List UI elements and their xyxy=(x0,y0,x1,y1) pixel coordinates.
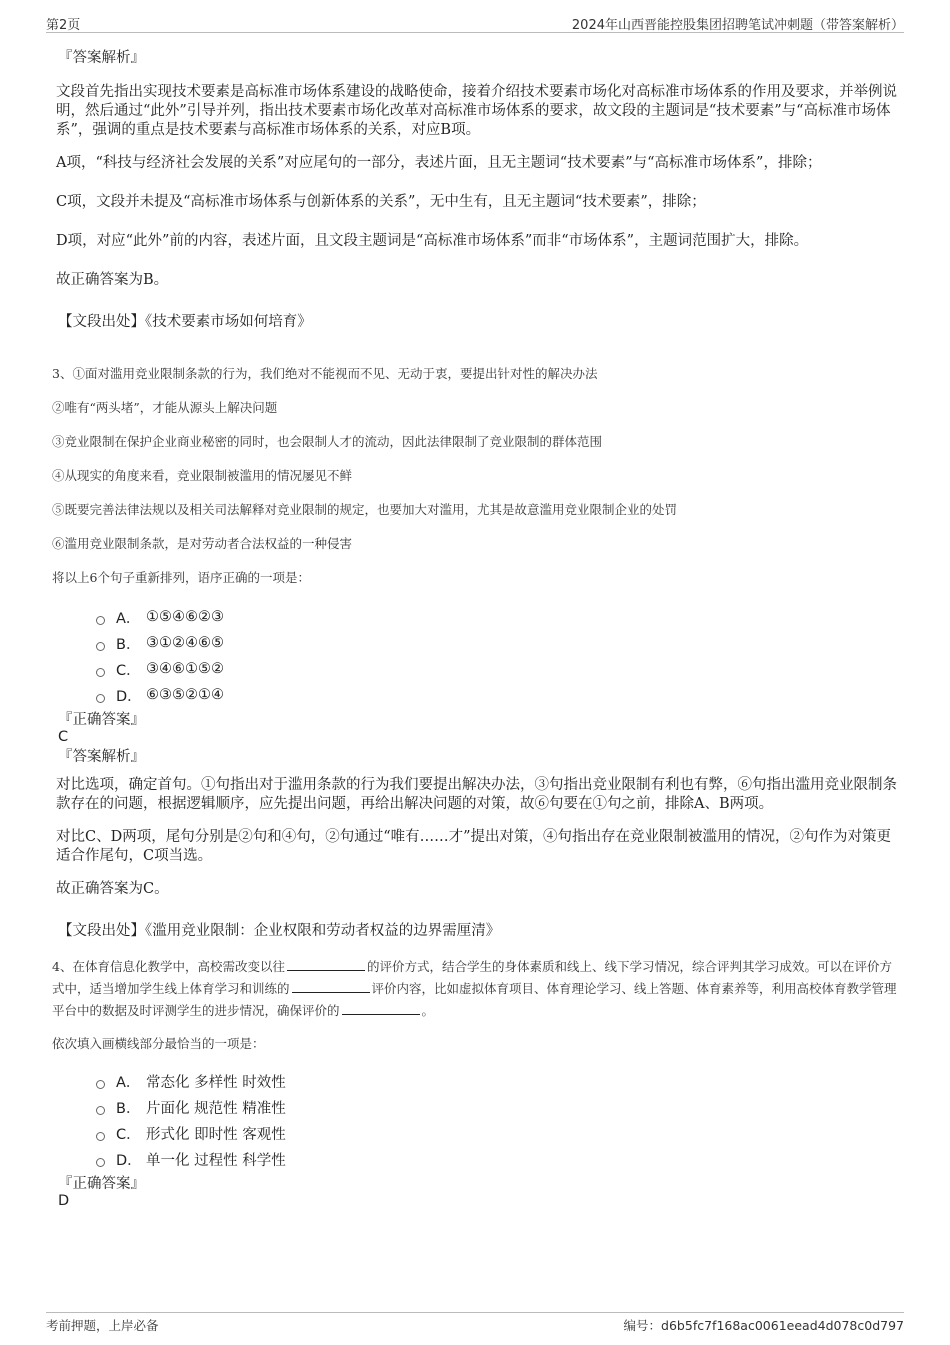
page-content xyxy=(52,44,898,1209)
fill-blank-3 xyxy=(342,1003,420,1015)
q2-source: 【文段出处】《技术要素市场如何培育》 xyxy=(58,314,312,330)
q3-option-b[interactable]: B． ③①②④⑥⑤ xyxy=(96,630,898,656)
q4-option-b[interactable]: B． 片面化 规范性 精准性 xyxy=(96,1094,898,1120)
page-footer xyxy=(46,1312,904,1335)
q3-answer: C xyxy=(58,729,69,745)
fill-blank-1 xyxy=(287,959,365,971)
q3-option-c[interactable]: C． ③④⑥①⑤② xyxy=(96,656,898,682)
fill-blank-2 xyxy=(292,981,370,993)
q3-answer-conclusion: 故正确答案为C。 xyxy=(56,881,169,897)
q4-answer-title: 『正确答案』 xyxy=(58,1176,145,1192)
radio-icon[interactable] xyxy=(96,616,105,625)
q2-analysis-section xyxy=(56,46,898,331)
q4-option-a[interactable]: A． 常态化 多样性 时效性 xyxy=(96,1068,898,1094)
question-3 xyxy=(52,364,898,940)
q3-option-d[interactable]: D． ⑥③⑤②①④ xyxy=(96,682,898,708)
q3-source: 【文段出处】《滥用竞业限制：企业权限和劳动者权益的边界需厘清》 xyxy=(58,923,501,939)
q3-sentence-3: ③竞业限制在保护企业商业秘密的同时，也会限制人才的流动，因此法律限制了竞业限制的群体范围 xyxy=(52,434,603,449)
page-number: 第2页 xyxy=(46,18,81,33)
q2-analysis-para-4: D项，对应“此外”前的内容，表述片面，且文段主题词是“高标准市场体系”而非“市场体系”，主题词范围扩大，排除。 xyxy=(56,233,809,249)
q3-analysis-para-2: 对比C、D两项，尾句分别是②句和④句，②句通过“唯有……才”提出对策，④句指出存在竞业限制被滥用的情况，②句作为对策更适合作尾句，C项当选。 xyxy=(56,829,892,864)
q4-option-d[interactable]: D． 单一化 过程性 科学性 xyxy=(96,1146,898,1172)
radio-icon[interactable] xyxy=(96,668,105,677)
q2-analysis-title: 『答案解析』 xyxy=(58,50,145,66)
q3-options xyxy=(96,604,898,708)
q3-analysis-para-1: 对比选项，确定首句。①句指出对于滥用条款的行为我们要提出解决办法，③句指出竞业限制有利也有弊，⑥句指出滥用竞业限制条款存在的问题，根据逻辑顺序，应先提出问题，再给出解决问题的对策，故⑥句要在①句之前，排除A、B两项。 xyxy=(56,777,897,812)
radio-icon[interactable] xyxy=(96,1080,105,1089)
q2-answer-conclusion: 故正确答案为B。 xyxy=(56,272,169,288)
radio-icon[interactable] xyxy=(96,1106,105,1115)
radio-icon[interactable] xyxy=(96,694,105,703)
document-title: 2024年山西晋能控股集团招聘笔试冲刺题（带答案解析） xyxy=(571,18,904,33)
q4-options xyxy=(96,1068,898,1172)
question-4 xyxy=(52,956,898,1209)
q3-sentence-1: 3、①面对滥用竞业限制条款的行为，我们绝对不能视而不见、无动于衷，要提出针对性的解决办法 xyxy=(52,366,598,381)
q2-analysis-para-2: A项，“科技与经济社会发展的关系”对应尾句的一部分，表述片面，且无主题词“技术要素”与“高标准市场体系”，排除； xyxy=(56,155,822,171)
q4-stem: 4、在体育信息化教学中，高校需改变以往 的评价方式，结合学生的身体素质和线上、线下学习情况，综合评判其学习成效。可以在评价方式中，适当增加学生线上体育学习和训练的 评价内容，比如虚拟体育项目、体育理论学习、线上答题、体育素养等，利用高校体育教学管理平台中的数据及时评测学生的进步情况，确保评价的 。 xyxy=(52,959,897,1018)
footer-motto: 考前押题，上岸必备 xyxy=(46,1318,159,1333)
page-header xyxy=(46,12,904,33)
q3-sentence-2: ②唯有“两头堵”，才能从源头上解决问题 xyxy=(52,400,278,415)
q4-prompt: 依次填入画横线部分最恰当的一项是： xyxy=(52,1036,265,1051)
q3-answer-title: 『正确答案』 xyxy=(58,712,145,728)
document-code: 编号：d6b5fc7f168ac0061eead4d078c0d797 xyxy=(623,1318,904,1333)
radio-icon[interactable] xyxy=(96,1132,105,1141)
q2-analysis-para-1: 文段首先指出实现技术要素是高标准市场体系建设的战略使命，接着介绍技术要素市场化对高标准市场体系的作用及要求，并举例说明，然后通过“此外”引导并列，指出技术要素市场化改革对高标准市场体系的要求，故文段的主题词是“技术要素”与“高标准市场体系”，强调的重点是技术要素与高标准市场体系的关系，对应B项。 xyxy=(56,84,897,138)
q4-answer: D xyxy=(58,1193,70,1209)
q3-prompt: 将以上6个句子重新排列，语序正确的一项是： xyxy=(52,570,310,585)
q3-sentence-6: ⑥滥用竞业限制条款，是对劳动者合法权益的一种侵害 xyxy=(52,536,353,551)
radio-icon[interactable] xyxy=(96,642,105,651)
radio-icon[interactable] xyxy=(96,1158,105,1167)
q2-analysis-para-3: C项，文段并未提及“高标准市场体系与创新体系的关系”，无中生有，且无主题词“技术要素”，排除； xyxy=(56,194,706,210)
q3-sentence-5: ⑤既要完善法律法规以及相关司法解释对竞业限制的规定，也要加大对滥用，尤其是故意滥用竞业限制企业的处罚 xyxy=(52,502,678,517)
q3-analysis-title: 『答案解析』 xyxy=(58,749,145,765)
q4-option-c[interactable]: C． 形式化 即时性 客观性 xyxy=(96,1120,898,1146)
q3-option-a[interactable]: A． ①⑤④⑥②③ xyxy=(96,604,898,630)
q3-sentence-4: ④从现实的角度来看，竞业限制被滥用的情况屡见不鲜 xyxy=(52,468,353,483)
